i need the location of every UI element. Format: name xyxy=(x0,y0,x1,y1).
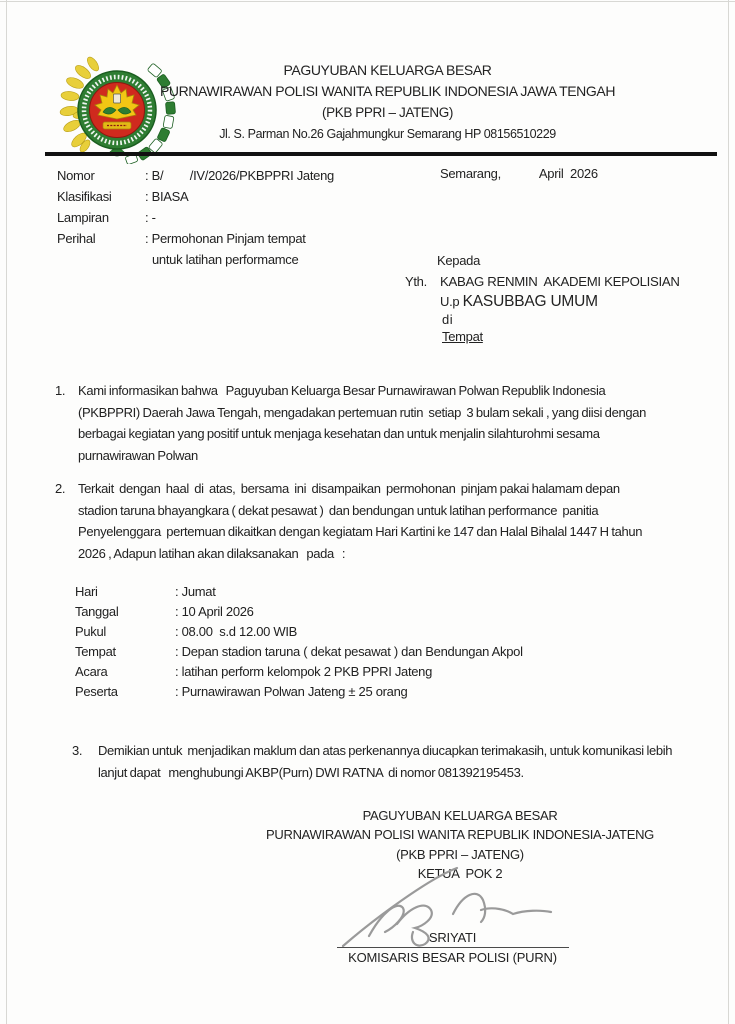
detail-row-pukul xyxy=(75,622,523,642)
org-abbreviation: (PKB PPRI – JATENG) xyxy=(322,105,453,120)
detail-row-tempat xyxy=(75,642,523,662)
recipient-tempat: Tempat xyxy=(442,329,483,344)
signer-title: KETUA POK 2 xyxy=(417,865,503,881)
detail-label: Peserta xyxy=(75,684,118,699)
paragraph-line: Demikian untuk menjadikan maklum dan atas perkenannya diucapkan terimakasih, untuk komunikasi lebih xyxy=(98,743,673,758)
paragraph-line: 2026 , Adapun latihan akan dilaksanakan pada : xyxy=(78,545,346,561)
detail-value: : Purnawirawan Polwan Jateng ± 25 orang xyxy=(175,684,408,699)
paragraph-number: 3. xyxy=(72,743,83,758)
recipient-yth-row xyxy=(405,271,680,292)
org-name-line2: PURNAWIRAWAN POLISI WANITA REPUBLIK INDONESIA JAWA TENGAH xyxy=(159,83,616,99)
org-name-line1: PAGUYUBAN KELUARGA BESAR xyxy=(283,62,492,78)
detail-value: : Jumat xyxy=(175,584,216,599)
recipient-block xyxy=(405,250,680,346)
photo-edge-right xyxy=(728,0,729,1024)
letter-meta xyxy=(57,165,334,270)
detail-label: Acara xyxy=(75,664,108,679)
paragraph-1 xyxy=(55,380,675,466)
paragraph-line: lanjut dapat menghubungi AKBP(Purn) DWI RATNA di nomor 081392195453. xyxy=(98,764,524,780)
meta-row-klasifikasi xyxy=(57,186,334,207)
meta-value: : - xyxy=(145,210,156,225)
signature-org-line2: PURNAWIRAWAN POLISI WANITA REPUBLIK INDONESIA-JATENG xyxy=(266,827,654,843)
dateline xyxy=(440,166,598,181)
paragraph-number: 2. xyxy=(55,481,66,496)
paragraph-line: stadion taruna bhayangkara ( dekat pesawat ) dan bendungan untuk latihan performance panitia xyxy=(78,502,599,518)
recipient-up-row xyxy=(440,292,680,312)
paragraph-lines xyxy=(98,740,687,783)
detail-row-peserta xyxy=(75,682,523,702)
meta-row-perihal xyxy=(57,228,334,249)
paragraph-number: 1. xyxy=(55,383,66,398)
detail-label: Tanggal xyxy=(75,604,119,619)
paragraph-line: Terkait dengan haal di atas, bersama ini disampaikan permohonan pinjam pakai halamam depan xyxy=(78,481,620,496)
signature-underline xyxy=(337,947,569,948)
recipient-name: KABAG RENMIN AKADEMI KEPOLISIAN xyxy=(440,274,680,289)
recipient-kepada: Kepada xyxy=(437,253,481,268)
meta-label: Perihal xyxy=(57,231,96,246)
meta-value: : BIASA xyxy=(145,189,189,204)
paragraph-2 xyxy=(55,478,680,564)
detail-label: Pukul xyxy=(75,624,107,639)
detail-value: : 08.00 s.d 12.00 WIB xyxy=(175,624,298,639)
detail-row-hari xyxy=(75,582,523,602)
paragraph-line: purnawirawan Polwan xyxy=(78,447,198,463)
detail-row-tanggal xyxy=(75,602,523,622)
signature-name-block xyxy=(330,930,575,965)
meta-label: Klasifikasi xyxy=(57,189,112,204)
detail-row-acara xyxy=(75,662,523,682)
meta-value: : Permohonan Pinjam tempat xyxy=(145,231,306,246)
signature-org-line1: PAGUYUBAN KELUARGA BESAR xyxy=(362,808,558,823)
paragraph-lines xyxy=(78,380,675,466)
paragraph-line: berbagai kegiatan yang positif untuk menjaga kesehatan dan untuk menjalin silahturohmi sesama xyxy=(78,426,600,441)
signer-rank: KOMISARIS BESAR POLISI (PURN) xyxy=(348,950,557,965)
meta-label: Lampiran xyxy=(57,210,109,225)
recipient-di: di xyxy=(442,312,454,327)
signature-org-line3: (PKB PPRI – JATENG) xyxy=(396,846,524,862)
photo-edge-left xyxy=(6,0,7,1024)
recipient-yth: Yth. xyxy=(405,274,427,289)
dateline-city: Semarang, xyxy=(440,166,501,181)
meta-row-lampiran xyxy=(57,207,334,228)
meta-label: Nomor xyxy=(57,168,95,183)
paragraph-lines xyxy=(78,478,680,564)
detail-label: Hari xyxy=(75,584,98,599)
paragraph-3 xyxy=(72,740,687,783)
meta-perihal-continuation: untuk latihan performamce xyxy=(152,252,299,267)
photo-edge-top xyxy=(0,1,735,2)
paragraph-line: Kami informasikan bahwa Paguyuban Keluarga Besar Purnawirawan Polwan Republik Indonesia xyxy=(78,383,606,398)
recipient-up-name: KASUBBAG UMUM xyxy=(462,293,598,310)
detail-label: Tempat xyxy=(75,644,116,659)
org-address: Jl. S. Parman No.26 Gajahmungkur Semarang HP 08156510229 xyxy=(219,127,556,141)
recipient-up-prefix: U.p xyxy=(440,294,463,309)
paragraph-line: Penyelenggara pertemuan dikaitkan dengan kegiatam Hari Kartini ke 147 dan Halal Bihalal 1447 H tahun xyxy=(78,524,643,539)
meta-value: : B/ /IV/2026/PKBPPRI Jateng xyxy=(145,168,334,183)
signer-name: SRIYATI xyxy=(428,930,477,945)
detail-value: : 10 April 2026 xyxy=(175,604,254,619)
detail-value: : latihan perform kelompok 2 PKB PPRI Jateng xyxy=(175,664,433,679)
letterhead-divider xyxy=(45,152,717,156)
detail-value: : Depan stadion taruna ( dekat pesawat ) dan Bendungan Akpol xyxy=(175,644,523,659)
crest-shield xyxy=(114,94,121,103)
dateline-date: April 2026 xyxy=(538,166,598,181)
letterhead xyxy=(150,60,625,144)
event-details xyxy=(75,582,523,702)
paragraph-line: (PKBPPRI) Daerah Jawa Tengah, mengadakan pertemuan rutin setiap 3 bulam sekali , yang diisi dengan xyxy=(78,404,646,420)
meta-row-nomor xyxy=(57,165,334,186)
